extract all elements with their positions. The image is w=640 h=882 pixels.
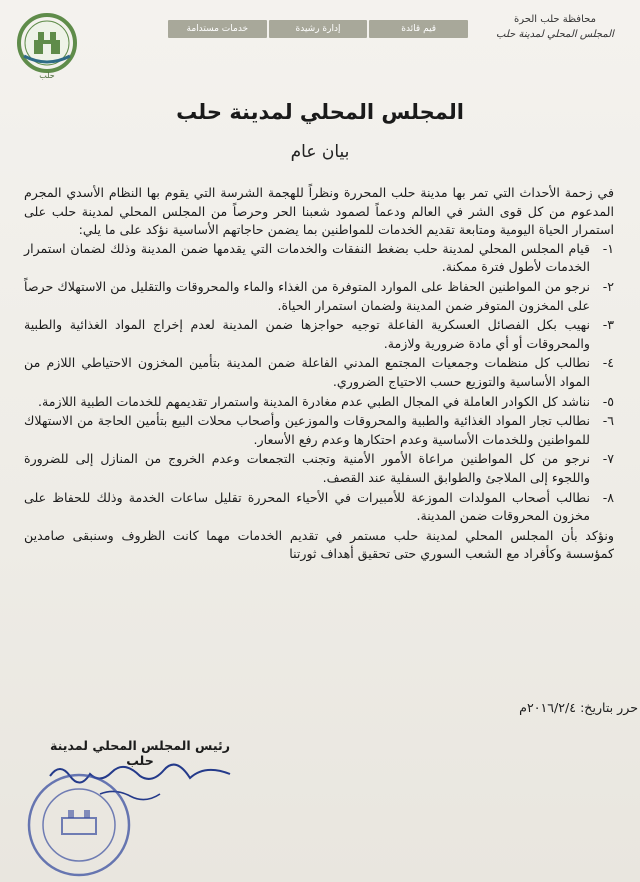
item-number: ٣- xyxy=(602,317,614,333)
item-text: نناشد كل الكوادر العاملة في المجال الطبي عدم مغادرة المدينة واستمرار تقديمهم للخدمات الطبية اللازمة. xyxy=(38,393,590,409)
document-title: المجلس المحلي لمدينة حلب xyxy=(176,100,464,124)
list-item xyxy=(24,316,614,353)
item-text: نرجو من كل المواطنين مراعاة الأمور الأمنية وتجنب التجمعات وعدم الخروج من المنازل إلى للضرورة واللجوء إلى الملاجئ والطوابق السفلية عند القصف. xyxy=(24,451,590,485)
list-item xyxy=(24,278,614,315)
list-item xyxy=(24,489,614,526)
values-tag-3: خدمات مستدامة xyxy=(168,20,267,38)
item-text: نطالب كل منظمات وجمعيات المجتمع المدني الفاعلة ضمن المدينة بتأمين المخزون الاحتياطي اللازم من المواد الأساسية والتوزيع حسب الاحتياج الضروري. xyxy=(24,355,590,389)
item-number: ٧- xyxy=(602,451,614,467)
org-header xyxy=(490,12,620,42)
item-number: ٥- xyxy=(602,393,614,409)
org-header-line2: المجلس المحلي لمدينة حلب xyxy=(496,29,614,40)
item-text: نطالب تجار المواد الغذائية والطبية والمحروقات والموزعين وأصحاب محلات البيع بتأمين الحاجة من الاستهلاك للمواطنين وللخدمات الأساسية وعدم احتكارها وعدم رفع الأسعار. xyxy=(24,413,590,447)
values-tag-1: قيم قائدة xyxy=(369,20,468,38)
list-item xyxy=(24,450,614,487)
points-list xyxy=(24,240,614,526)
list-item xyxy=(24,354,614,391)
list-item xyxy=(24,240,614,277)
item-text: نطالب أصحاب المولدات الموزعة للأمبيرات في الأحياء المحررة تقليل ساعات الخدمة وذلك للحفاظ على مخزون المحروقات ضمن المدينة. xyxy=(24,489,590,524)
values-strip xyxy=(168,20,468,38)
list-item xyxy=(24,393,614,412)
signatory-title: رئيس المجلس المحلي لمدينة حلب xyxy=(50,738,230,768)
item-number: ٦- xyxy=(602,413,614,429)
item-text: قيام المجلس المحلي لمدينة حلب بضغط النفقات والخدمات التي يقدمها ضمن المدينة وذلك لضمان استمرار الخدمات لأطول فترة ممكنة. xyxy=(24,240,590,275)
item-number: ١- xyxy=(602,240,614,256)
logo-caption: حلب xyxy=(39,71,55,80)
statement-body xyxy=(24,184,614,564)
council-logo xyxy=(12,10,82,80)
official-seal-icon xyxy=(24,770,134,880)
closing-paragraph: ونؤكد بأن المجلس المحلي لمدينة حلب مستمر في تقديم الخدمات مهما كانت الظروف وسنبقى صامدين كمؤسسة وكأفراد مع الشعب السوري حتى تحقيق أهداف ثورتنا xyxy=(24,527,614,562)
item-text: نرجو من المواطنين الحفاظ على الموارد المتوفرة من الغذاء والماء والمحروقات والتقليل من الاستهلاك حرصاً على المخزون المتوفر ضمن المدينة ولضمان استمرار الحياة. xyxy=(24,278,590,313)
org-header-line1: محافظة حلب الحرة xyxy=(514,14,596,25)
item-text: نهيب بكل الفصائل العسكرية الفاعلة توجيه حواجزها ضمن المدينة لعدم إخراج المواد الغذائية والطبية والمحروقات أو أي مادة ضرورية ولازمة. xyxy=(24,317,590,351)
item-number: ٨- xyxy=(602,489,614,505)
issue-date: حرر بتاريخ: ٢٠١٦/٢/٤م xyxy=(519,700,638,715)
list-item xyxy=(24,412,614,449)
intro-paragraph: في زحمة الأحداث التي تمر بها مدينة حلب المحررة ونظراً للهجمة الشرسة التي يقوم بها النظام الأسدي المجرم المدعوم من كل قوى الشر في العالم ودعماً لصمود شعبنا الحر وحرصاً من المجلس المحلي لمدينة حلب على استمرار الحياة اليومية ومتابعة تقديم الخدمات للمواطنين بما يضمن حاجاتهم الأساسية نؤكد على ما يلي: xyxy=(24,185,614,238)
item-number: ٢- xyxy=(602,278,614,294)
item-number: ٤- xyxy=(602,355,614,371)
citadel-logo-icon xyxy=(12,10,82,80)
document-subtitle: بيان عام xyxy=(290,142,350,162)
values-tag-2: إدارة رشيدة xyxy=(269,20,368,38)
